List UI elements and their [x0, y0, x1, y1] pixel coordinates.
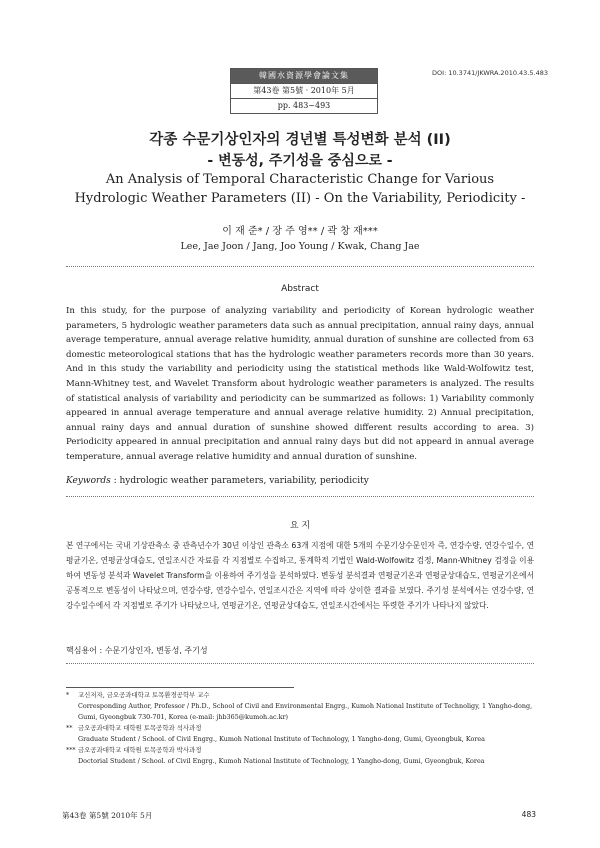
footnote-mark: *: [66, 691, 70, 699]
footnote-mark: ***: [66, 746, 76, 754]
journal-info-box: [230, 68, 378, 114]
footnote-ko: 금오공과대학교 대학원 토목공학과 박사과정: [78, 746, 202, 754]
divider: [66, 496, 534, 497]
title-ko-line2: - 변동성, 주기성을 중심으로 -: [207, 153, 393, 169]
page-number: 483: [521, 810, 536, 819]
footnote-1: [66, 690, 536, 723]
footnote-ko: 교신저자, 금오공과대학교 토목환경공학부 교수: [78, 691, 210, 699]
summary-ko-heading: 요 지: [289, 521, 311, 531]
keywords-ko: 핵심용어 : 수문기상인자, 변동성, 주기성: [66, 646, 208, 655]
footnote-en: Graduate Student / School. of Civil Engrg., Kumoh National Institute of Technology, 1 Yangho-dong, Gumi, Gyeongbuk, Korea: [78, 735, 485, 743]
footnote-en: Doctorial Student / School. of Civil Engrg., Kumoh National Institute of Technology, 1 Yangho-dong, Gumi, Gyeongbuk, Korea: [78, 757, 485, 765]
footnote-3: [66, 745, 536, 767]
title-ko-line1: 각종 수문기상인자의 경년별 특성변화 분석 (II): [149, 132, 451, 148]
divider: [66, 266, 534, 267]
authors-ko: 이 재 준* / 장 주 영** / 곽 창 재***: [222, 226, 378, 237]
footnote-en: Corresponding Author, Professor / Ph.D., School of Civil and Environmental Engrg., Kumoh National Institute of Technoligy, 1 Yangho-dong, Gumi, Gyeongbuk 730-701, Korea (e-mail: jhb365@kumoh.ac.kr): [78, 702, 533, 721]
keywords: [66, 476, 369, 486]
authors-en: Lee, Jae Joon / Jang, Joo Young / Kwak, Chang Jae: [180, 241, 420, 252]
doi: DOI: 10.3741/JKWRA.2010.43.5.483: [432, 69, 548, 77]
footer-issue: 第43卷 第5號 2010年 5月: [62, 811, 153, 820]
abstract-heading: Abstract: [281, 284, 319, 294]
journal-name: 韓國水資源學會論文集: [231, 69, 377, 83]
title-en-line1: An Analysis of Temporal Characteristic Change for Various: [105, 172, 495, 187]
journal-volume: 第43卷 第5號 · 2010年 5月: [231, 83, 377, 98]
footnote-2: [66, 723, 536, 745]
footnote-mark: **: [66, 724, 73, 732]
keywords-text: : hydrologic weather parameters, variability, periodicity: [113, 476, 369, 486]
footnote-ko: 금오공과대학교 대학원 토목공학과 석사과정: [78, 724, 202, 732]
divider: [66, 663, 534, 664]
title-en-line2: Hydrologic Weather Parameters (II) - On the Variability, Periodicity -: [74, 191, 526, 206]
footnote-rule: [66, 687, 294, 688]
keywords-label: Keywords: [66, 476, 111, 486]
journal-pages: pp. 483~493: [231, 98, 377, 113]
abstract-text: In this study, for the purpose of analyzing variability and periodicity of Korean hydrologic weather parameters, 5 hydrologic weather parameters data such as annual precipitation, annual rainy days, annual average temperature, annual average relative humidity, annual duration of sunshine are collected from 63 domestic meteorological stations that has the hydrologic weather parameters records more than 30 years. And in this study the variability and periodicity using the statistical methods like Wald-Wolfowitz test, Mann-Whitney test, and Wavelet Transform about hydrologic weather parameters is analyzed. The results of statistical analysis of variability and periodicity can be summarized as follows: 1) Variability commonly appeared in annual average temperature and annual average relative humidity. 2) Annual precipitation, annual rainy days and annual duration of sunshine showed different results according to area. 3) Periodicity appeared in annual precipitation and annual rainy days but did not appeard in annual average temperature, annual average relative humidity and annual duration of sunshine.: [66, 306, 534, 462]
summary-ko-text: 본 연구에서는 국내 기상관측소 중 관측년수가 30년 이상인 관측소 63개 지점에 대한 5개의 수문기상수문인자 즉, 연강수량, 연강수일수, 연평균기온, 연평균상대습도, 연일조시간 자료를 각 지점별로 수집하고, 통계학적 기법인 Wald-Wolfowitz 검정, Mann-Whitney 검정을 이용하여 변동성 분석과 Wavelet Transform을 이용하여 주기성을 분석하였다. 변동성 분석결과 연평균기온과 연평균상대습도, 연평균기온에서 공통적으로 변동성이 나타났으며, 연강수량, 연강수일수, 연일조시간은 지역에 따라 상이한 결과를 보였다. 주기성 분석에서는 연강수량, 연강수일수에서 각 지점별로 주기가 나타났으나, 연평균기온, 연평균상대습도, 연일조시간에서는 뚜렷한 주기가 나타나지 않았다.: [66, 541, 534, 610]
footnotes: [66, 690, 536, 767]
